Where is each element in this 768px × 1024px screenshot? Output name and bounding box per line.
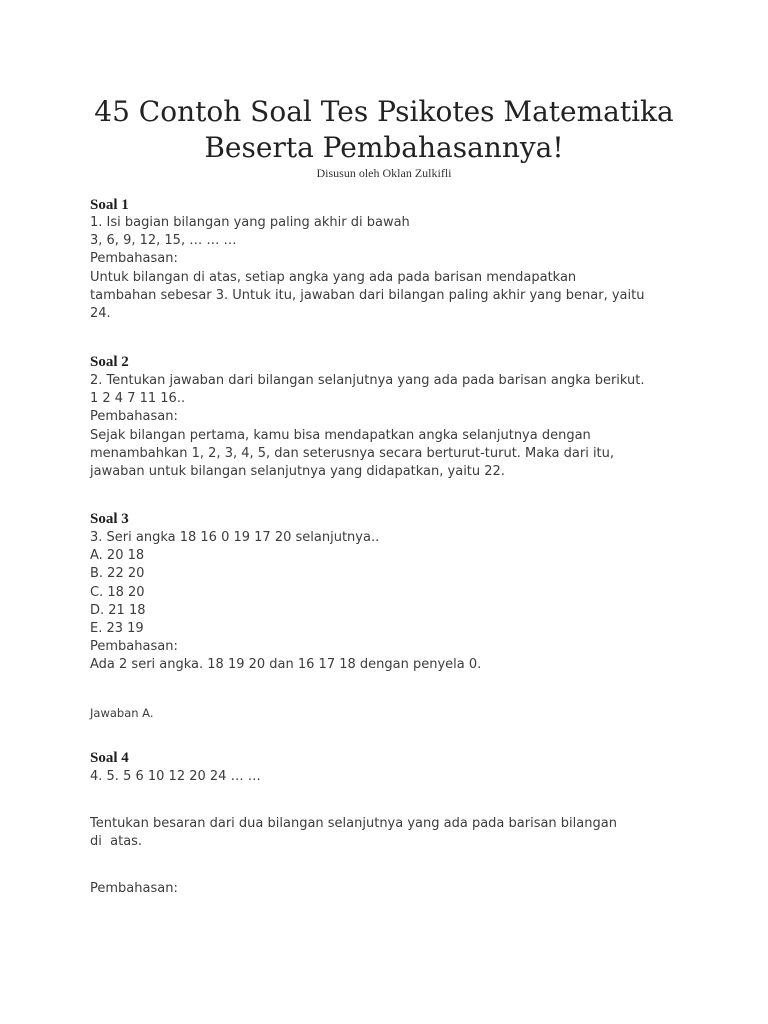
document-title	[60, 94, 708, 166]
soal-1-line: tambahan sebesar 3. Untuk itu, jawaban dari bilangan paling akhir yang benar, yaitu	[90, 287, 645, 303]
soal-4-discussion	[90, 880, 690, 898]
soal-3-option: A. 20 18	[90, 548, 145, 564]
soal-1-line: Pembahasan:	[90, 251, 178, 267]
soal-1-body	[90, 214, 690, 323]
soal-3-option: D. 21 18	[90, 602, 146, 618]
soal-3-line: Ada 2 seri angka. 18 19 20 dan 16 17 18 dengan penyela 0.	[90, 657, 482, 673]
soal-1-line: 3, 6, 9, 12, 15, … … …	[90, 233, 237, 249]
author-credit: Disusun oleh Oklan Zulkifli	[316, 166, 452, 180]
soal-1-line: 1. Isi bagian bilangan yang paling akhir di bawah	[90, 215, 410, 230]
soal-2-line: 2. Tentukan jawaban dari bilangan selanjutnya yang ada pada barisan angka berikut.	[90, 373, 645, 388]
soal-1-heading: Soal 1	[90, 197, 129, 213]
soal-4-question	[90, 815, 690, 851]
soal-3-option: E. 23 19	[90, 621, 144, 637]
soal-2-heading: Soal 2	[90, 354, 129, 370]
soal-4-heading: Soal 4	[90, 750, 129, 766]
soal-3-option: B. 22 20	[90, 566, 145, 582]
soal-1-line: Untuk bilangan di atas, setiap angka yang ada pada barisan mendapatkan	[90, 269, 577, 285]
soal-2-body	[90, 372, 690, 481]
soal-2-line: jawaban untuk bilangan selanjutnya yang didapatkan, yaitu 22.	[90, 464, 505, 480]
soal-2-line: Pembahasan:	[90, 409, 178, 425]
soal-2-line: Sejak bilangan pertama, kamu bisa mendapatkan angka selanjutnya dengan	[90, 427, 591, 443]
soal-3-body	[90, 529, 690, 675]
soal-3-heading: Soal 3	[90, 511, 129, 527]
soal-4-discussion-label: Pembahasan:	[90, 881, 178, 896]
soal-3-option: C. 18 20	[90, 584, 145, 600]
title-line-1: 45 Contoh Soal Tes Psikotes Matematika	[94, 95, 674, 128]
soal-4-line: 4. 5. 5 6 10 12 20 24 … …	[90, 769, 261, 784]
soal-1-line: 24.	[90, 306, 111, 322]
title-line-2: Beserta Pembahasannya!	[204, 131, 564, 164]
soal-4-line: Tentukan besaran dari dua bilangan selanjutnya yang ada pada barisan bilangan	[90, 816, 617, 831]
soal-2-line: menambahkan 1, 2, 3, 4, 5, dan seterusnya secara berturut-turut. Maka dari itu,	[90, 445, 615, 461]
soal-4-sequence	[90, 768, 690, 786]
soal-3-answer: Jawaban A.	[90, 706, 154, 720]
soal-3-line: 3. Seri angka 18 16 0 19 17 20 selanjutnya..	[90, 530, 380, 545]
soal-4-line: di atas.	[90, 834, 143, 850]
soal-2-line: 1 2 4 7 11 16..	[90, 391, 186, 407]
soal-3-line: Pembahasan:	[90, 639, 178, 655]
